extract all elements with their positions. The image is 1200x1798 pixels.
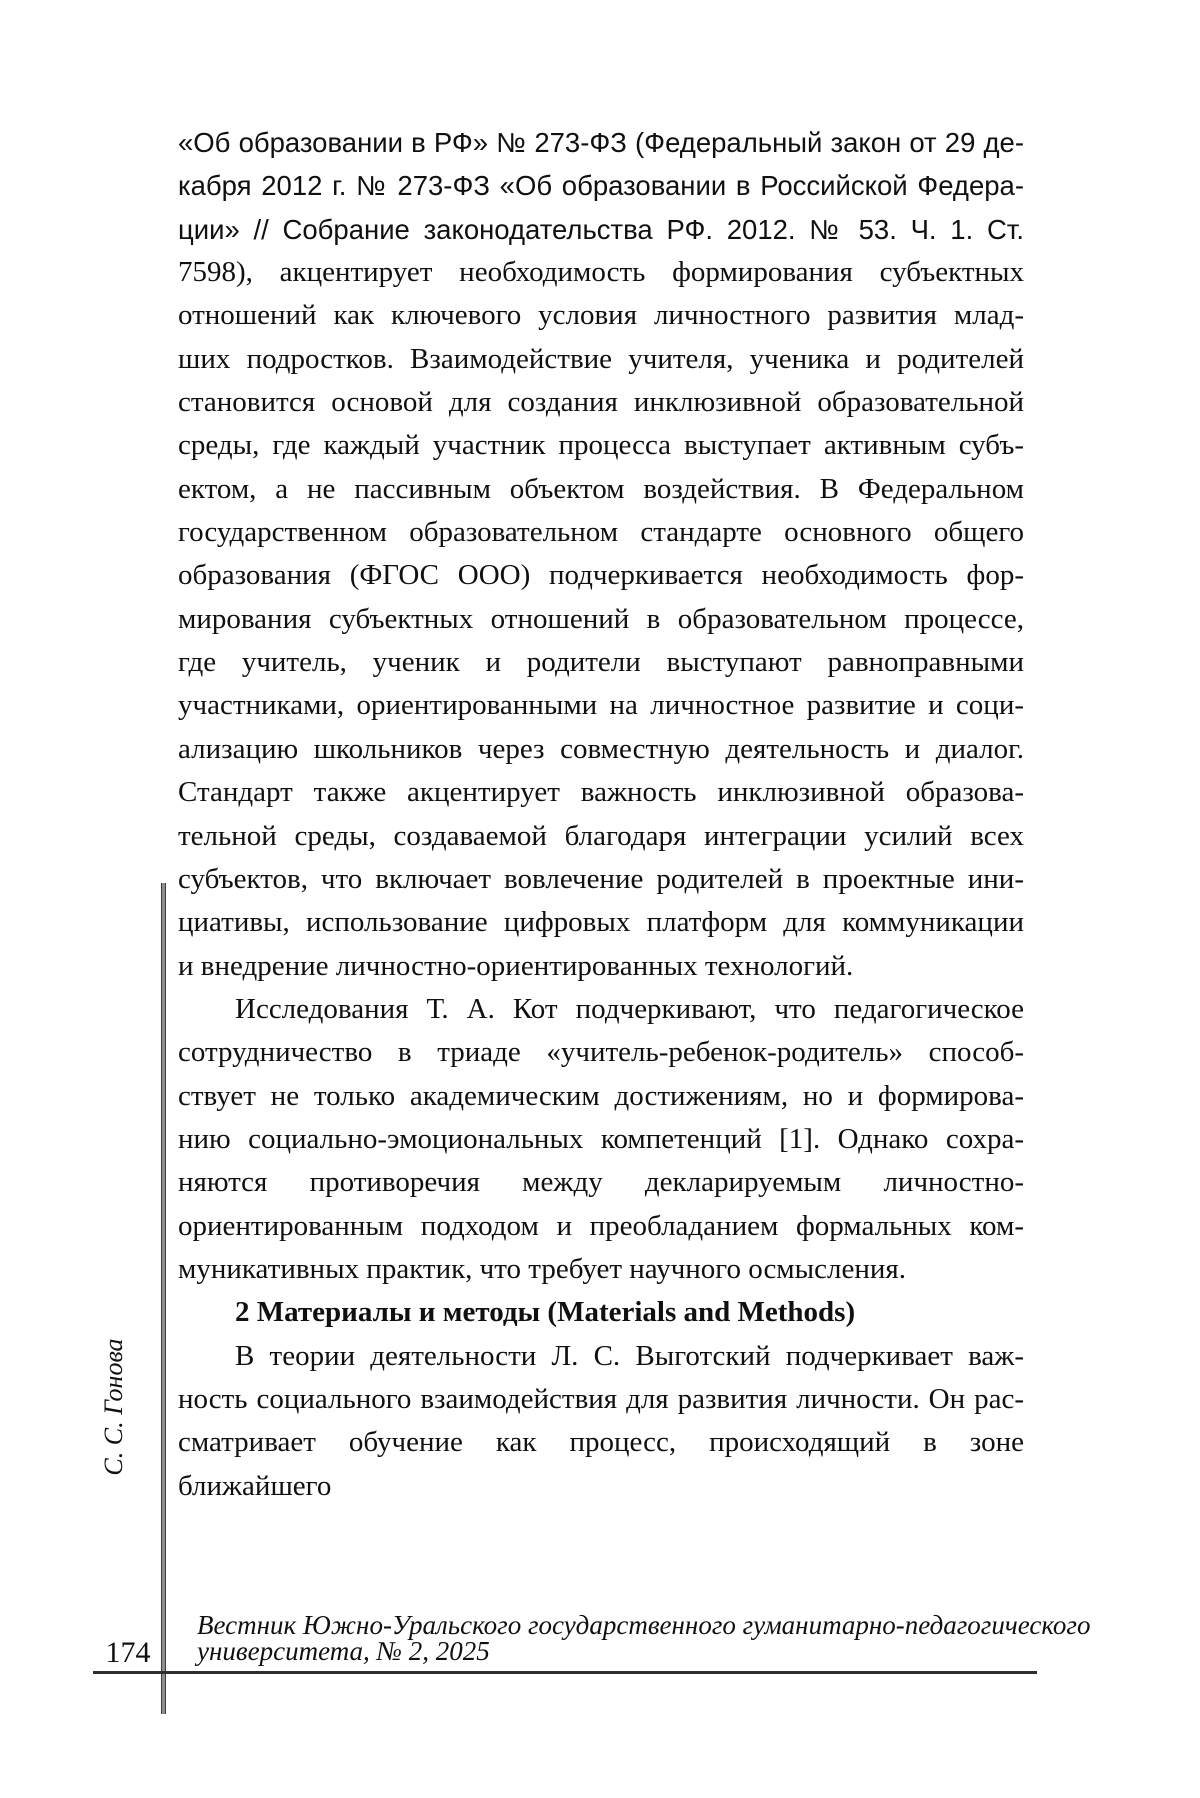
text-line: Стандарт также акцентирует важность инклюзивной образова- xyxy=(178,776,1024,809)
sidebar-author: С. С. Гонова xyxy=(99,1338,128,1476)
text-line: становится основой для создания инклюзивной образовательной xyxy=(178,386,1024,419)
text-line: и внедрение личностно-ориентированных технологий. xyxy=(178,949,854,982)
journal-footer-line-2: университета, № 2, 2025 xyxy=(197,1636,490,1666)
text-line: циативы, использование цифровых платформ для коммуникации xyxy=(178,906,1024,939)
margin-vertical-rule xyxy=(161,883,166,1714)
footer-rule xyxy=(93,1671,1037,1674)
text-line: В теории деятельности Л. С. Выготский подчеркивает важ- xyxy=(235,1339,1024,1372)
text-line: образования (ФГОС ООО) подчеркивается необходимость фор- xyxy=(178,559,1024,592)
text-line: 7598), акцентирует необходимость формирования субъектных xyxy=(178,256,1024,289)
text-line: ность социального взаимодействия для развития личности. Он рас- xyxy=(178,1382,1024,1415)
journal-footer-line-1: Вестник Южно-Уральского государственного гуманитарно-педагогического xyxy=(197,1610,1091,1640)
text-line: сотрудничество в триаде «учитель-ребенок-родитель» способ- xyxy=(178,1036,1024,1069)
text-line: субъектов, что включает вовлечение родителей в проектные ини- xyxy=(178,862,1024,895)
text-line: ции» // Собрание законодательства РФ. 2012. № 53. Ч. 1. Ст. xyxy=(178,213,1024,245)
text-line: тельной среды, создаваемой благодаря интеграции усилий всех xyxy=(178,819,1024,852)
text-line: «Об образовании в РФ» № 273-ФЗ (Федеральный закон от 29 де- xyxy=(178,127,1024,158)
text-line: где учитель, ученик и родители выступают равноправными xyxy=(178,646,1024,679)
text-line: участниками, ориентированными на личностное развитие и соци- xyxy=(178,689,1024,722)
text-line: нию социально-эмоциональных компетенций [1]. Однако сохра- xyxy=(178,1122,1024,1155)
journal-footer xyxy=(197,1610,1091,1666)
text-line: ших подростков. Взаимодействие учителя, ученика и родителей xyxy=(178,342,1024,375)
text-line: сматривает обучение как процесс, происходящий в зоне ближайшего xyxy=(178,1426,1024,1502)
text-line: отношений как ключевого условия личностного развития млад- xyxy=(178,299,1024,332)
text-line: Исследования Т. А. Кот подчеркивают, что педагогическое xyxy=(235,992,1024,1025)
text-line: муникативных практик, что требует научного осмысления. xyxy=(178,1252,906,1285)
article-body xyxy=(178,121,1024,1502)
text-line: мирования субъектных отношений в образовательном процессе, xyxy=(178,602,1024,635)
text-line: ектом, а не пассивным объектом воздействия. В Федеральном xyxy=(178,472,1024,505)
text-line: ствует не только академическим достижениям, но и формирова- xyxy=(178,1079,1024,1112)
text-line: государственном образовательном стандарте основного общего xyxy=(178,516,1024,549)
section-heading: 2 Материалы и методы (Materials and Methods) xyxy=(235,1296,856,1329)
text-line: ализацию школьников через совместную деятельность и диалог. xyxy=(178,732,1024,765)
text-line: кабря 2012 г. № 273-ФЗ «Об образовании в Российской Федера- xyxy=(178,170,1024,202)
text-line: няются противоречия между декларируемым личностно- xyxy=(178,1166,1024,1199)
text-line: ориентированным подходом и преобладанием формальных ком- xyxy=(178,1209,1024,1242)
text-line: среды, где каждый участник процесса выступает активным субъ- xyxy=(178,429,1024,462)
page-number: 174 xyxy=(105,1636,151,1669)
